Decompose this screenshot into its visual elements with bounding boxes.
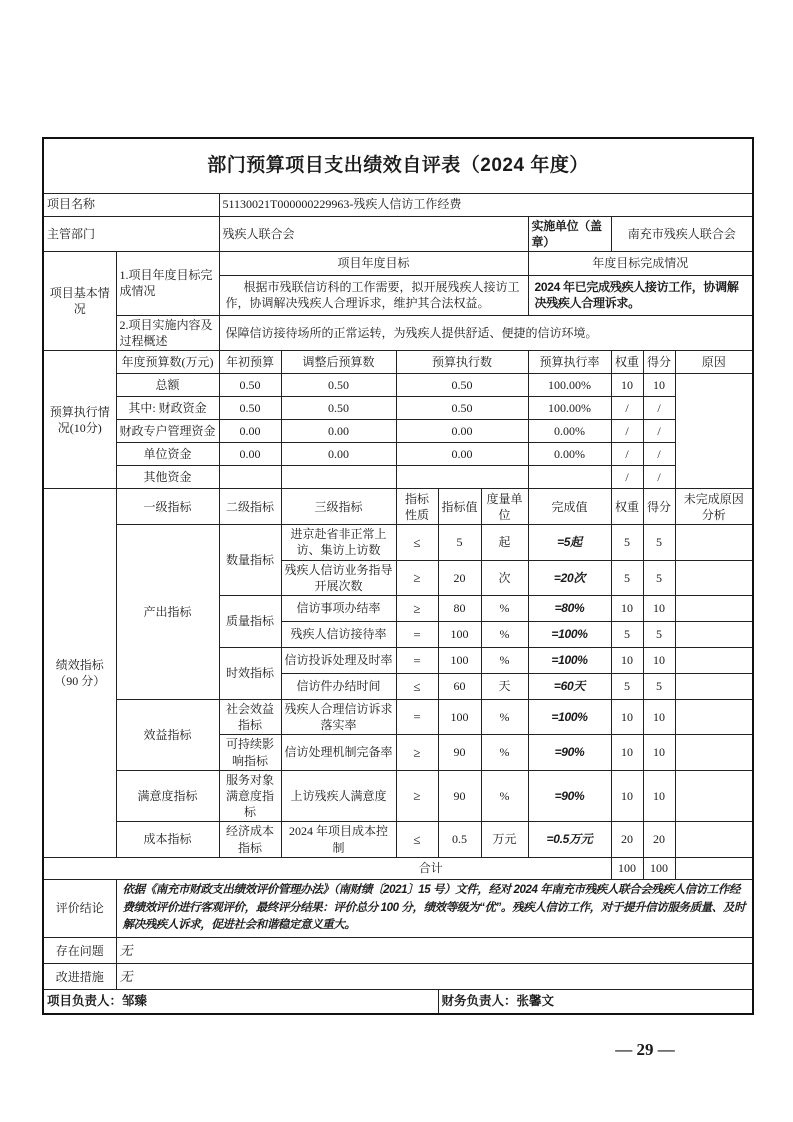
indicator-level3: 残疾人信访接待率 (281, 622, 396, 648)
indicator-row (43, 770, 753, 822)
budget-initial: 0.50 (219, 397, 281, 420)
indicator-level3: 信访处理机制完备率 (281, 735, 396, 770)
indicator-completion: =0.5万元 (528, 822, 611, 857)
budget-row-other-funds (43, 466, 753, 489)
indicator-level3: 进京赴省非正常上访、集访上访数 (281, 525, 396, 560)
indicator-unit: % (481, 770, 528, 822)
budget-header-reason: 原因 (675, 351, 753, 374)
total-weight: 100 (611, 857, 643, 879)
indicator-weight: 5 (611, 525, 643, 560)
indicator-value: 100 (438, 622, 481, 648)
budget-weight: / (611, 420, 643, 443)
budget-score: / (643, 443, 675, 466)
indicator-header-level1: 一级指标 (116, 489, 219, 525)
budget-adjusted: 0.50 (281, 397, 396, 420)
implementation-text: 保障信访接待场所的正常运转，为残疾人提供舒适、便捷的信访环境。 (219, 315, 753, 350)
budget-row-name: 总额 (116, 374, 219, 397)
budget-adjusted: 0.00 (281, 443, 396, 466)
indicator-value: 90 (438, 735, 481, 770)
indicator-value: 80 (438, 596, 481, 622)
indicator-weight: 10 (611, 596, 643, 622)
problems-value: 无 (116, 938, 753, 964)
indicator-score: 5 (643, 560, 675, 595)
improvements-value: 无 (116, 964, 753, 990)
indicator-header-weight: 权重 (611, 489, 643, 525)
indicator-unit: % (481, 700, 528, 735)
indicator-unit: % (481, 735, 528, 770)
budget-initial (219, 466, 281, 489)
level1-cost: 成本指标 (116, 822, 219, 857)
indicator-row (43, 525, 753, 560)
indicator-nature: ≥ (396, 596, 438, 622)
department-label: 主管部门 (43, 216, 219, 251)
budget-row-fiscal (43, 397, 753, 420)
indicator-analysis (675, 735, 753, 770)
indicator-analysis (675, 822, 753, 857)
budget-score: / (643, 397, 675, 420)
project-name-label: 项目名称 (43, 193, 219, 216)
indicator-score: 10 (643, 648, 675, 674)
budget-row-name: 单位资金 (116, 443, 219, 466)
indicator-nature: = (396, 648, 438, 674)
budget-executed: 0.00 (396, 420, 528, 443)
indicator-nature: = (396, 622, 438, 648)
level1-satisfaction: 满意度指标 (116, 770, 219, 822)
indicator-completion: =20次 (528, 560, 611, 595)
finance-manager: 财务负责人：张馨文 (438, 990, 753, 1014)
indicator-value: 100 (438, 648, 481, 674)
budget-initial: 0.00 (219, 420, 281, 443)
indicator-score: 10 (643, 735, 675, 770)
indicator-value: 0.5 (438, 822, 481, 857)
total-score: 100 (643, 857, 675, 879)
improvements-label: 改进措施 (43, 964, 116, 990)
indicator-value: 20 (438, 560, 481, 595)
budget-adjusted (281, 466, 396, 489)
page-number: — 29 — (615, 1040, 675, 1059)
budget-header-score: 得分 (643, 351, 675, 374)
indicator-score: 10 (643, 596, 675, 622)
department-value: 残疾人联合会 (219, 216, 528, 251)
budget-header-rate: 预算执行率 (528, 351, 611, 374)
indicator-completion: =90% (528, 735, 611, 770)
budget-reason-cell (675, 374, 753, 489)
indicator-unit: 万元 (481, 822, 528, 857)
budget-weight: 10 (611, 374, 643, 397)
indicator-level3: 2024 年项目成本控制 (281, 822, 396, 857)
indicators-section-label: 绩效指标（90 分） (43, 489, 116, 857)
level2-timeliness: 时效指标 (219, 648, 281, 700)
indicator-score: 5 (643, 622, 675, 648)
indicator-value: 5 (438, 525, 481, 560)
indicator-unit: % (481, 596, 528, 622)
indicator-row (43, 700, 753, 735)
indicator-unit: 起 (481, 525, 528, 560)
budget-header-adjusted: 调整后预算数 (281, 351, 396, 374)
project-manager: 项目负责人：邹臻 (43, 990, 438, 1014)
conclusion-text: 依据《南充市财政支出绩效评价管理办法》（南财绩〔2021〕15 号）文件，经对 2024 年南充市残疾人联合会残疾人信访工作经费绩效评价进行客观评价，最终评分结果：评价总分 100 分，绩效等级为“优”。残疾人信访工作，对于提升信访服务质量、及时解决残疾人诉求，促进社会和谐稳定意义重大。 (116, 879, 753, 937)
budget-adjusted: 0.00 (281, 420, 396, 443)
indicator-completion: =100% (528, 700, 611, 735)
indicator-header-score: 得分 (643, 489, 675, 525)
budget-score: / (643, 466, 675, 489)
budget-executed: 0.50 (396, 397, 528, 420)
indicator-completion: =100% (528, 648, 611, 674)
indicator-analysis (675, 770, 753, 822)
indicator-nature: ≤ (396, 674, 438, 700)
indicator-score: 10 (643, 770, 675, 822)
self-evaluation-table (42, 137, 754, 1015)
total-label: 合计 (43, 857, 611, 879)
indicator-level3: 上访残疾人满意度 (281, 770, 396, 822)
indicator-completion: =60天 (528, 674, 611, 700)
indicator-level3: 信访事项办结率 (281, 596, 396, 622)
indicator-analysis (675, 525, 753, 560)
indicator-level3: 残疾人合理信访诉求落实率 (281, 700, 396, 735)
goal-text: 根据市残联信访科的工作需要，拟开展残疾人接访工作，协调解决残疾人合理诉求，维护其合法权益。 (219, 275, 528, 315)
level1-output: 产出指标 (116, 525, 219, 700)
indicator-analysis (675, 560, 753, 595)
indicator-value: 60 (438, 674, 481, 700)
indicator-header-nature: 指标性质 (396, 489, 438, 525)
annual-goal-row-label: 1.项目年度目标完成情况 (116, 251, 219, 315)
goal-completion-header: 年度目标完成情况 (528, 251, 753, 275)
indicator-completion: =90% (528, 770, 611, 822)
conclusion-label: 评价结论 (43, 879, 116, 937)
indicator-weight: 5 (611, 674, 643, 700)
indicator-score: 10 (643, 700, 675, 735)
indicator-score: 5 (643, 674, 675, 700)
indicator-score: 20 (643, 822, 675, 857)
budget-row-name: 其中: 财政资金 (116, 397, 219, 420)
indicator-completion: =5起 (528, 525, 611, 560)
table-title: 部门预算项目支出绩效自评表（2024 年度） (43, 138, 753, 193)
indicator-value: 100 (438, 700, 481, 735)
indicator-analysis (675, 596, 753, 622)
indicator-nature: ≥ (396, 770, 438, 822)
budget-row-name: 财政专户管理资金 (116, 420, 219, 443)
indicator-completion: =100% (528, 622, 611, 648)
indicator-nature: ≥ (396, 560, 438, 595)
indicator-header-level2: 二级指标 (219, 489, 281, 525)
level2-sustain: 可持续影响指标 (219, 735, 281, 770)
implementation-row-label: 2.项目实施内容及过程概述 (116, 315, 219, 350)
indicator-weight: 10 (611, 648, 643, 674)
budget-header-executed: 预算执行数 (396, 351, 528, 374)
impl-unit-value: 南充市残疾人联合会 (611, 216, 753, 251)
indicator-analysis (675, 648, 753, 674)
level2-service: 服务对象满意度指标 (219, 770, 281, 822)
indicator-analysis (675, 700, 753, 735)
goal-completion-text: 2024 年已完成残疾人接访工作，协调解决残疾人合理诉求。 (528, 275, 753, 315)
budget-adjusted: 0.50 (281, 374, 396, 397)
indicator-header-value: 指标值 (438, 489, 481, 525)
indicator-weight: 5 (611, 560, 643, 595)
goal-header: 项目年度目标 (219, 251, 528, 275)
budget-rate: 100.00% (528, 374, 611, 397)
level2-quantity: 数量指标 (219, 525, 281, 596)
budget-weight: / (611, 443, 643, 466)
budget-rate (528, 466, 611, 489)
budget-score: 10 (643, 374, 675, 397)
level2-social: 社会效益指标 (219, 700, 281, 735)
project-name-value: 51130021T000000229963-残疾人信访工作经费 (219, 193, 753, 216)
budget-rate: 0.00% (528, 420, 611, 443)
indicator-header-completion: 完成值 (528, 489, 611, 525)
indicator-value: 90 (438, 770, 481, 822)
indicator-nature: ≥ (396, 735, 438, 770)
budget-executed: 0.00 (396, 443, 528, 466)
indicator-weight: 10 (611, 770, 643, 822)
budget-header-annual: 年度预算数(万元) (116, 351, 219, 374)
budget-header-initial: 年初预算 (219, 351, 281, 374)
basic-info-label: 项目基本情况 (43, 251, 116, 350)
indicator-level3: 信访件办结时间 (281, 674, 396, 700)
budget-initial: 0.50 (219, 374, 281, 397)
budget-row-total (43, 374, 753, 397)
indicator-analysis (675, 622, 753, 648)
budget-rate: 0.00% (528, 443, 611, 466)
indicator-header-unit: 度量单位 (481, 489, 528, 525)
indicator-header-analysis: 未完成原因分析 (675, 489, 753, 525)
impl-unit-label: 实施单位（盖章） (528, 216, 611, 251)
level2-economic: 经济成本指标 (219, 822, 281, 857)
budget-executed: 0.50 (396, 374, 528, 397)
indicator-weight: 5 (611, 622, 643, 648)
total-row (43, 857, 753, 879)
budget-weight: / (611, 466, 643, 489)
indicator-weight: 10 (611, 735, 643, 770)
indicator-unit: % (481, 648, 528, 674)
budget-score: / (643, 420, 675, 443)
indicator-completion: =80% (528, 596, 611, 622)
indicator-unit: 天 (481, 674, 528, 700)
indicator-level3: 信访投诉处理及时率 (281, 648, 396, 674)
budget-row-unit-funds (43, 443, 753, 466)
budget-section-label: 预算执行情况(10分) (43, 351, 116, 489)
indicator-unit: 次 (481, 560, 528, 595)
indicator-nature: = (396, 700, 438, 735)
indicator-nature: ≤ (396, 525, 438, 560)
problems-label: 存在问题 (43, 938, 116, 964)
indicator-score: 5 (643, 525, 675, 560)
indicator-unit: % (481, 622, 528, 648)
budget-weight: / (611, 397, 643, 420)
indicator-weight: 20 (611, 822, 643, 857)
level1-benefit: 效益指标 (116, 700, 219, 771)
budget-initial: 0.00 (219, 443, 281, 466)
total-analysis (675, 857, 753, 879)
indicator-analysis (675, 674, 753, 700)
indicator-row (43, 822, 753, 857)
indicator-nature: ≤ (396, 822, 438, 857)
level2-quality: 质量指标 (219, 596, 281, 648)
indicator-header-level3: 三级指标 (281, 489, 396, 525)
budget-executed (396, 466, 528, 489)
budget-row-special-account (43, 420, 753, 443)
budget-rate: 100.00% (528, 397, 611, 420)
indicator-level3: 残疾人信访业务指导开展次数 (281, 560, 396, 595)
budget-header-weight: 权重 (611, 351, 643, 374)
indicator-weight: 10 (611, 700, 643, 735)
budget-row-name: 其他资金 (116, 466, 219, 489)
